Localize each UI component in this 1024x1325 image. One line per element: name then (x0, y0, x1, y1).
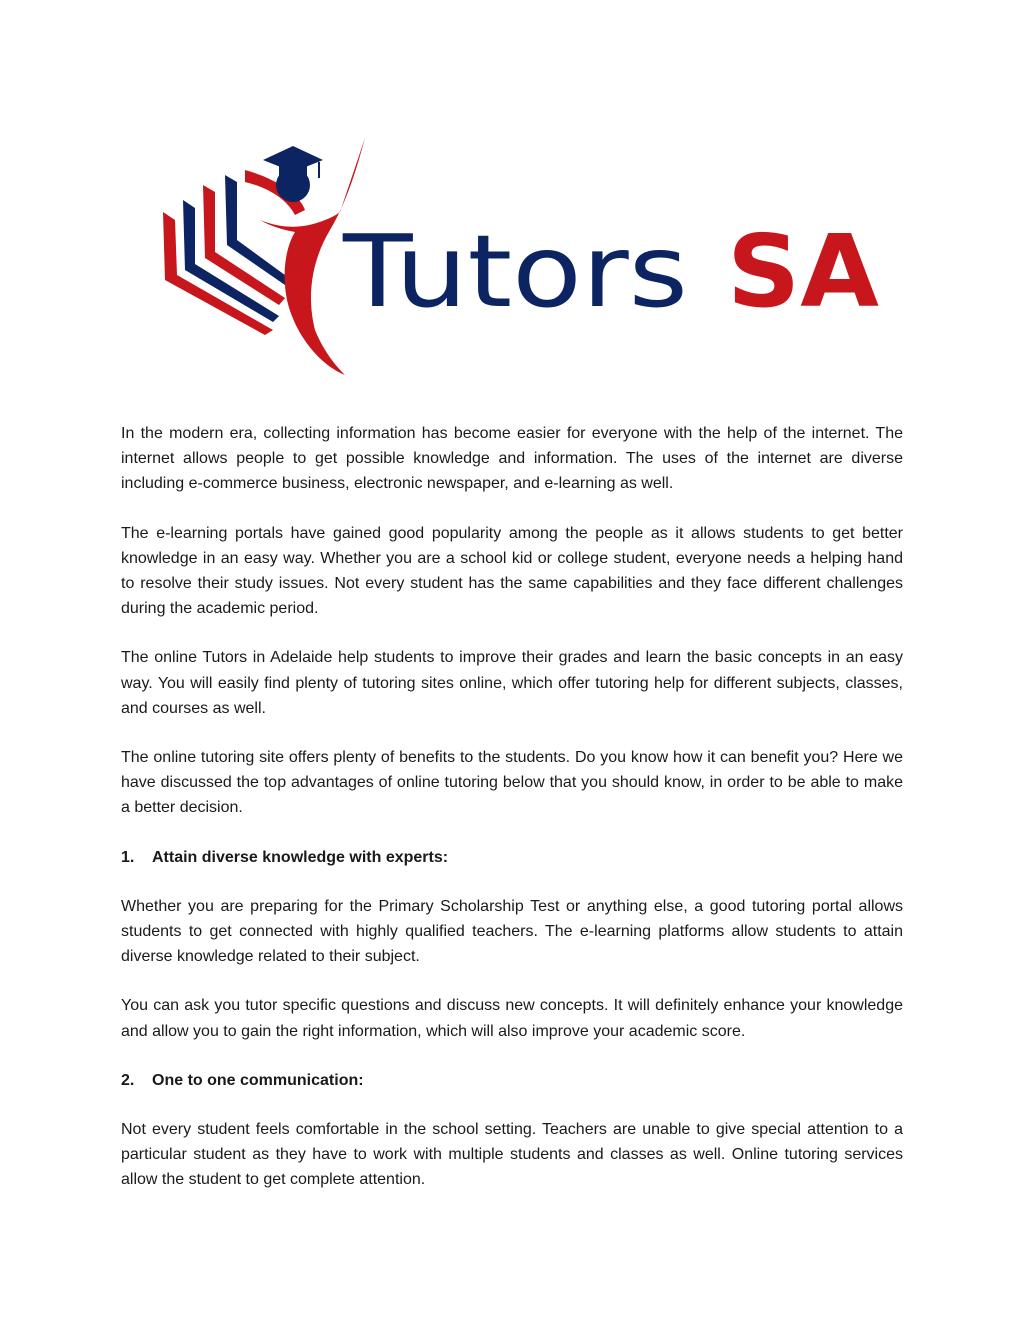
tutors-sa-logo (155, 130, 890, 380)
section-1-title: Attain diverse knowledge with experts: (152, 848, 449, 866)
section-2-paragraph-1: Not every student feels comfortable in the school setting. Teachers are unable to give special attention to a particular student as they have to work with multiple students and classes as well. Online tutoring services allow the student to get complete attention. (121, 1121, 903, 1189)
intro-paragraph-4: The online tutoring site offers plenty of benefits to the students. Do you know how it can benefit you? Here we have discussed the top advantages of online tutoring below that you should know, in order to be able to make a better decision. (121, 749, 903, 817)
logo-text-main: Tutors (341, 213, 688, 330)
section-2-heading (121, 1068, 903, 1093)
intro-paragraph-3: The online Tutors in Adelaide help students to improve their grades and learn the basic concepts in an easy way. You will easily find plenty of tutoring sites online, which offer tutoring help for different subjects, classes, and courses as well. (121, 649, 903, 717)
intro-paragraph-2: The e-learning portals have gained good popularity among the people as it allows students to get better knowledge in an easy way. Whether you are a school kid or college student, everyone needs a helping hand to resolve their study issues. Not every student has the same capabilities and they face different challenges during the academic period. (121, 524, 903, 618)
section-2-number: 2. (121, 1071, 135, 1089)
article-body (121, 421, 903, 1217)
section-2-title: One to one communication: (152, 1071, 364, 1089)
section-1-number: 1. (121, 848, 135, 866)
logo-graphic (155, 130, 890, 380)
logo-text-accent: SA (727, 213, 879, 330)
section-1-paragraph-2: You can ask you tutor specific questions and discuss new concepts. It will definitely enhance your knowledge and allow you to gain the right information, which will also improve your academic score. (121, 997, 903, 1040)
section-1-heading (121, 845, 903, 870)
section-1-paragraph-1: Whether you are preparing for the Primary Scholarship Test or anything else, a good tutoring portal allows students to get connected with highly qualified teachers. The e-learning platforms allow students to attain diverse knowledge related to their subject. (121, 897, 903, 966)
intro-paragraph-1: In the modern era, collecting information has become easier for everyone with the help of the internet. The internet allows people to get possible knowledge and information. The uses of the internet are diverse including e-commerce business, electronic newspaper, and e-learning as well. (121, 425, 903, 493)
